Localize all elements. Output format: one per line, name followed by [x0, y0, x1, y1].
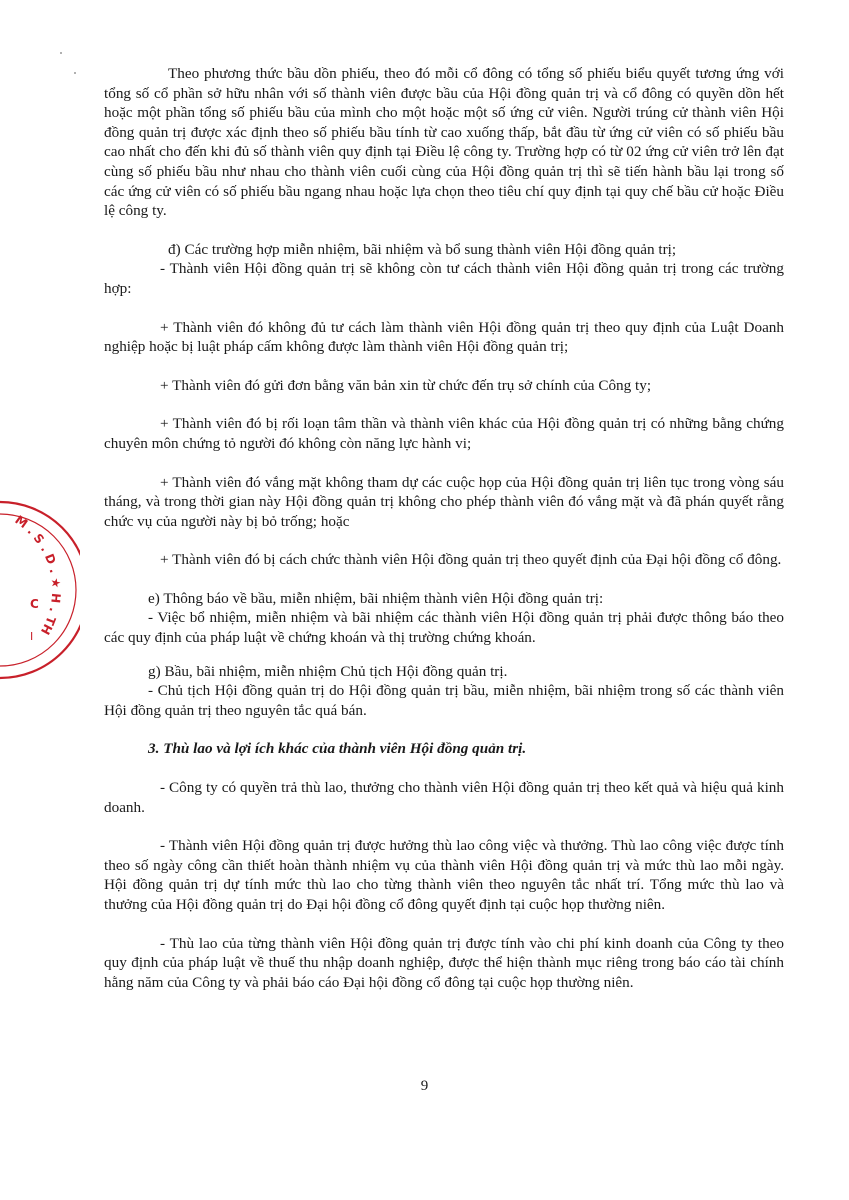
paragraph-notification: - Việc bổ nhiệm, miễn nhiệm và bãi nhiệm các thành viên Hội đồng quản trị phải được thông báo theo các quy định của pháp luật về chứng khoán và thị trường chứng khoán. — [104, 609, 784, 647]
paragraph-chairman-election: - Chủ tịch Hội đồng quản trị do Hội đồng quản trị bầu, miễn nhiệm, bãi nhiệm trong số các thành viên Hội đồng quản trị theo nguyên tắc quá bán. — [104, 682, 784, 719]
list-item-absence: + Thành viên đó vắng mặt không tham dự các cuộc họp của Hội đồng quản trị liên tục trong vòng sáu tháng, và trong thời gian này Hội đồng quản trị không cho phép thành viên đó vắng mặt và đã phán quyết rằng chức vụ của người này bị bỏ trống; hoặc — [104, 473, 784, 530]
paragraph-remuneration-calculation: - Thành viên Hội đồng quản trị được hưởng thù lao công việc và thưởng. Thù lao công việc được tính theo số ngày công cần thiết hoàn thành nhiệm vụ của thành viên Hội đồng quản trị và mức thù lao mỗi ngày. Hội đồng quản trị dự tính mức thù lao cho từng thành viên theo nguyên tắc nhất trí. Tổng mức thù lao và thưởng của Hội đồng quản trị do Đại hội đồng cổ đông quyết định tại cuộc họp thường niên. — [104, 837, 784, 913]
scan-speck — [60, 52, 62, 54]
list-item-mental-disorder: + Thành viên đó bị rối loạn tâm thần và thành viên khác của Hội đồng quản trị có những bằng chứng chuyên môn chứng tỏ người đó không còn năng lực hành vi; — [104, 415, 784, 452]
paragraph-remuneration-right: - Công ty có quyền trả thù lao, thưởng cho thành viên Hội đồng quản trị theo kết quả và hiệu quả kinh doanh. — [104, 779, 784, 816]
paragraph-remuneration-reporting: - Thù lao của từng thành viên Hội đồng quản trị được tính vào chi phí kinh doanh của Công ty theo quy định của pháp luật về thuế thu nhập doanh nghiệp, được thể hiện thành mục riêng trong báo cáo tài chính hằng năm của Công ty và phải báo cáo Đại hội đồng cổ đông tại cuộc họp thường niên. — [104, 934, 784, 991]
scan-speck — [74, 72, 76, 74]
list-item-dismissal: + Thành viên đó bị cách chức thành viên Hội đồng quản trị theo quyết định của Đại hội đồng cổ đông. — [160, 551, 782, 569]
section-g-heading: g) Bầu, bãi nhiệm, miễn nhiệm Chủ tịch Hội đồng quản trị. — [148, 662, 508, 680]
list-item-not-qualified: + Thành viên đó không đủ tư cách làm thành viên Hội đồng quản trị theo quy định của Luật Doanh nghiệp hoặc bị luật pháp cấm không được làm thành viên Hội đồng quản trị; — [104, 318, 784, 356]
section-d-heading: đ) Các trường hợp miễn nhiệm, bãi nhiệm và bổ sung thành viên Hội đồng quản trị; — [168, 240, 677, 258]
list-item-resignation: + Thành viên đó gửi đơn bằng văn bản xin từ chức đến trụ sở chính của Công ty; — [160, 376, 652, 394]
page-number: 9 — [420, 1078, 429, 1094]
document-body — [104, 64, 784, 992]
svg-text:I: I — [30, 630, 34, 643]
svg-text:C: C — [30, 597, 39, 611]
company-seal-icon — [0, 500, 80, 680]
paragraph-voting-method: Theo phương thức bầu dồn phiếu, theo đó mỗi cổ đông có tổng số phiếu biểu quyết tương ứng với tổng số cổ phần sở hữu nhân với số thành viên được bầu của Hội đồng quản trị và cổ đông có quyền dồn hết hoặc một phần tổng số phiếu bầu của mình cho một hoặc một số ứng cử viên. Người trúng cử thành viên Hội đồng quản trị được xác định theo số phiếu bầu tính từ cao xuống thấp, bắt đầu từ ứng cử viên có số phiếu bầu cao nhất cho đến khi đủ số thành viên quy định tại Điều lệ công ty. Trường hợp có từ 02 ứng cử viên trở lên đạt cùng số phiếu bầu như nhau cho thành viên cuối cùng của Hội đồng quản trị thì sẽ tiến hành bầu lại trong số các ứng cử viên có số phiếu bầu ngang nhau hoặc lựa chọn theo tiêu chí quy định tại quy chế bầu cử hoặc Điều lệ công ty. — [104, 65, 784, 220]
svg-text:M . S . D . ★ H . TH: M . S . D . ★ H . TH — [12, 512, 64, 638]
section-e-heading: e) Thông báo về bầu, miễn nhiệm, bãi nhiệm thành viên Hội đồng quản trị: — [148, 589, 604, 607]
paragraph-loss-of-status: - Thành viên Hội đồng quản trị sẽ không còn tư cách thành viên Hội đồng quản trị trong các trường hợp: — [104, 260, 784, 297]
section-3-heading: 3. Thù lao và lợi ích khác của thành viên Hội đồng quản trị. — [148, 740, 527, 758]
